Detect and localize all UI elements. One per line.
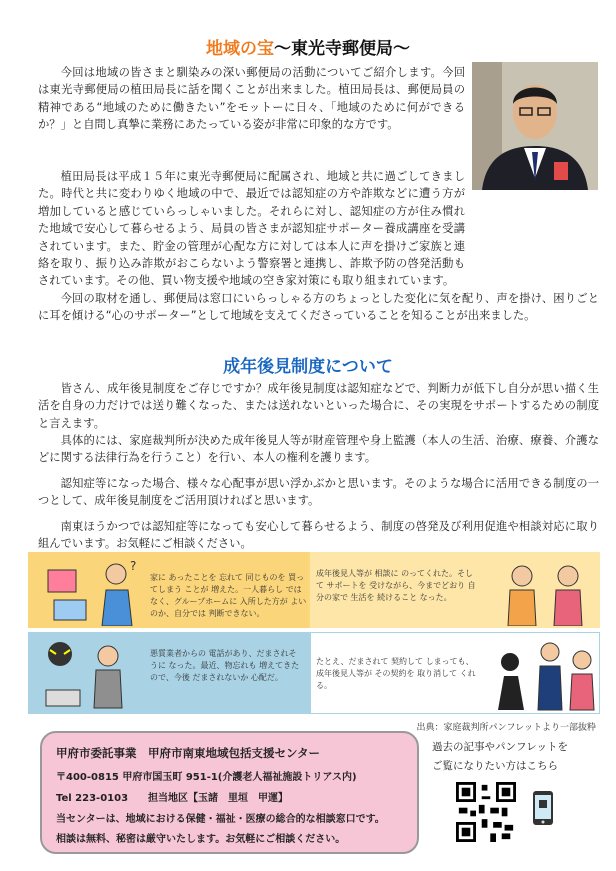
scam-call-illustration <box>36 636 146 712</box>
intro-paragraph-3: 今回の取材を通し、郵便局は窓口にいらっしゃる方のちょっとした変化に気を配り、声を掛け、困りごとに耳を傾ける“心のサポーター”として地域を支えてくださっていることを知ることが出来ました。 <box>38 292 599 323</box>
portrait-photo <box>472 62 598 190</box>
panel2-right-caption: たとえ、だまされて 契約して しまっても、成年後見人等が その契約を 取り消して くれる。 <box>316 657 476 690</box>
illustration-band-1 <box>28 552 600 628</box>
qr-code-icon[interactable] <box>456 782 516 842</box>
center-name: 甲府市委託事業 甲府市南東地域包括支援センター <box>56 746 321 760</box>
panel1-right-caption: 成年後見人等が 相談に のってくれた。そして サポートを 受けながら、今までどおり 自分の家で 生活を 続けること なった。 <box>316 569 476 602</box>
source-note: 出典：家庭裁判所パンフレットより一部抜粋 <box>416 723 596 733</box>
side-text-line1: 過去の記事やパンフレットを <box>432 741 568 753</box>
center-description: 当センターは、地域における保健・福祉・医療の総合的な相談窓口です。 <box>56 814 385 825</box>
center-address: 〒400-0815 甲府市国玉町 951-1(介護老人福祉施設トリアス内) <box>56 772 357 783</box>
smartphone-scan-icon <box>532 790 554 826</box>
side-text-line2: ご覧になりたい方はこちら <box>432 760 558 772</box>
section-paragraph-4: 南東ほうかつでは認知症等になっても安心して暮らせるよう、制度の啓発及び利用促進や相談対応に取り組んでいます。お気軽にご相談ください。 <box>38 520 599 551</box>
worried-person-illustration <box>36 556 146 626</box>
center-consultation-note: 相談は無料、秘密は厳守いたします。お気軽にご相談ください。 <box>56 834 346 845</box>
title-part2: 〜東光寺郵便局〜 <box>274 39 410 59</box>
center-phone: Tel 223-0103 担当地区【玉諸 里垣 甲運】 <box>56 793 289 804</box>
center-info-box <box>40 731 419 854</box>
svg-text:?: ? <box>130 559 137 573</box>
intro-paragraph-2: 植田局長は平成１５年に東光寺郵便局に配属され、地域と共に過ごしてきました。時代と共に変わりゆく地域の中で、最近では認知症の方や詐欺などに遭う方が増加していると感じていらっしゃいました。それらに対し、認知症の方が住み慣れた地域で安心して暮らせるよう、局員の皆さまが認知症サポーター養成講座を受講されています。また、貯金の管理が心配な方に対しては本人に声を掛けご家族と連絡を取り、振り込み詐欺がおこらないよう警察署と連携し、詐欺予防の啓発活動もされています。その他、買い物支援や地域の空き家対策にも取り組まれています。 <box>38 170 465 288</box>
section-paragraph-3: 認知症等になった場合、様々な心配事が思い浮かぶかと思います。そのような場合に活用できる制度の一つとして、成年後見制度をご活用頂ければと思います。 <box>38 477 599 508</box>
title-part1: 地域の宝 <box>206 39 274 59</box>
panel2-left-caption: 悪質業者からの 電話があり、だまされそうに なった。最近、物忘れも 増えてきたので、今後 だまされないか 心配だ。 <box>150 649 300 682</box>
illustration-band-2 <box>28 632 600 714</box>
helped-person-illustration <box>490 556 598 626</box>
section-paragraph-1: 皆さん、成年後見制度をご存じですか？成年後見制度は認知症などで、判断力が低下し自分が思い描く生活を自身の力だけでは送り難くなった、または送れないといった場合に、その実現をサポートするための制度と言えます。 <box>38 382 599 430</box>
section-paragraph-2: 具体的には、家庭裁判所が決めた成年後見人等が財産管理や身上監護（本人の生活、治療、療養、介護などに関する法律行為を行うこと）を行い、本人の権利を護ります。 <box>38 434 599 465</box>
panel1-left-caption: 家に あったことを 忘れて 同じものを 買ってしまう ことが 増えた。一人暮らし ではなく、グループホームに 入所した方が よいのか、自分では 判断できない。 <box>150 573 307 618</box>
section-heading: 成年後見制度について <box>223 357 393 377</box>
intro-paragraph-1: 今回は地域の皆さまと馴染みの深い郵便局の活動についてご紹介します。今回は東光寺郵便局の植田局長に話を聞くことが出来ました。植田局長は、郵便局員の精神である“地域のために働きたい”をモットーに日々、「地域のために何ができるか？」と自問し真摯に業務にあたっている姿が非常に印象的な方です。 <box>38 66 465 132</box>
guardian-stops-scam-illustration <box>490 636 598 712</box>
page-title <box>0 34 616 59</box>
